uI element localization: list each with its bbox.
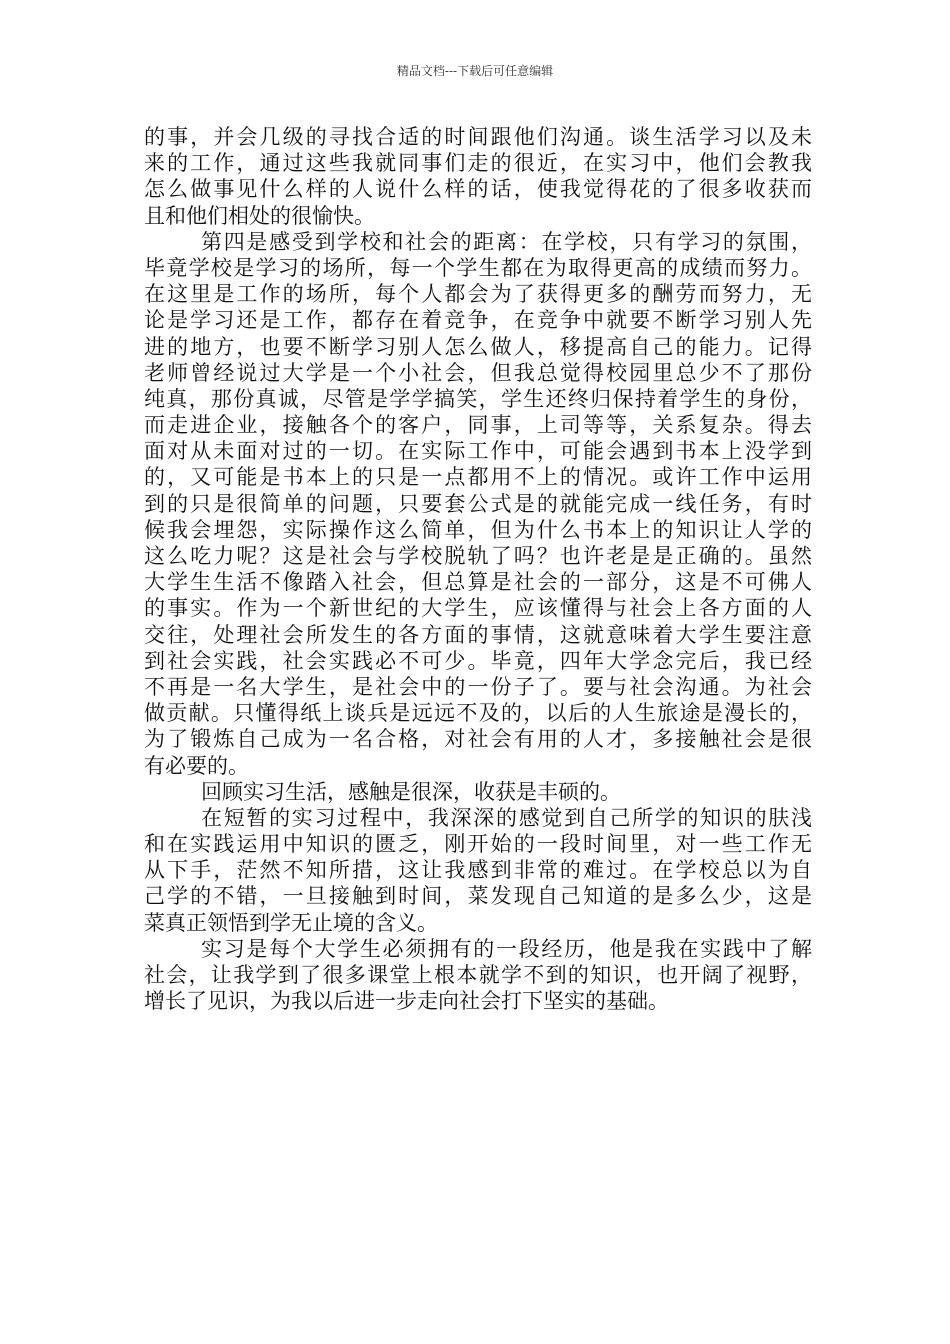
text-line: 的，又可能是书本上的只是一点都用不上的情况。或许工作中运用 (144, 465, 812, 490)
text-line: 和在实践运用中知识的匮乏，刚开始的一段时间里，对一些工作无 (144, 832, 812, 857)
text-line: 而走进企业，接触各个的客户，同事，上司等等，关系复杂。得去 (144, 413, 812, 438)
text-line: 从下手，茫然不知所措，这让我感到非常的难过。在学校总以为自 (144, 858, 812, 883)
text-line: 的事实。作为一个新世纪的大学生，应该懂得与社会上各方面的人 (144, 596, 812, 621)
text-line: 到社会实践，社会实践必不可少。毕竟，四年大学念完后，我已经 (144, 648, 812, 673)
text-line: 在这里是工作的场所，每个人都会为了获得更多的酬劳而努力，无 (144, 282, 812, 307)
text-line: 增长了见识，为我以后进一步走向社会打下坚实的基础。 (144, 989, 669, 1014)
paragraph (144, 124, 812, 229)
text-line: 来的工作，通过这些我就同事们走的很近，在实习中，他们会教我 (144, 151, 812, 176)
text-line: 第四是感受到学校和社会的距离：在学校，只有学习的氛围， (201, 229, 812, 254)
text-line: 面对从未面对过的一切。在实际工作中，可能会遇到书本上没学到 (144, 439, 812, 464)
text-line: 且和他们相处的很愉快。 (144, 203, 375, 228)
text-line: 有必要的。 (144, 753, 249, 778)
text-line: 老师曾经说过大学是一个小社会，但我总觉得校园里总少不了那份 (144, 360, 812, 385)
text-line: 为了锻炼自己成为一名合格，对社会有用的人才，多接触社会是很 (144, 727, 812, 752)
text-line: 回顾实习生活，感触是很深，收获是丰硕的。 (201, 779, 621, 804)
text-line: 的事，并会几级的寻找合适的时间跟他们沟通。谈生活学习以及未 (144, 125, 812, 149)
text-line: 到的只是很简单的问题，只要套公式是的就能完成一线任务，有时 (144, 491, 812, 516)
text-line: 大学生生活不像踏入社会，但总算是社会的一部分，这是不可佛人 (144, 570, 812, 595)
text-line: 候我会埋怨，实际操作这么简单，但为什么书本上的知识让人学的 (144, 517, 812, 542)
text-line: 在短暂的实习过程中，我深深的感觉到自己所学的知识的肤浅 (201, 805, 812, 830)
text-line: 不再是一名大学生，是社会中的一份子了。要与社会沟通。为社会 (144, 674, 812, 699)
text-line: 这么吃力呢？这是社会与学校脱轨了吗？也许老是是正确的。虽然 (144, 544, 812, 568)
paragraph (144, 229, 812, 779)
text-line: 做贡献。只懂得纸上谈兵是远远不及的，以后的人生旅途是漫长的， (144, 701, 812, 726)
text-line: 社会，让我学到了很多课堂上根本就学不到的知识，也开阔了视野， (144, 963, 812, 987)
text-line: 己学的不错，一旦接触到时间，菜发现自己知道的是多么少，这是 (144, 884, 812, 909)
paragraph (144, 805, 812, 936)
text-line: 进的地方，也要不断学习别人怎么做人，移提高自己的能力。记得 (144, 334, 812, 359)
paragraph (144, 936, 812, 1015)
document-body (144, 124, 812, 1014)
text-line: 交往，处理社会所发生的各方面的事情，这就意味着大学生要注意 (144, 622, 812, 647)
text-line: 怎么做事见什么样的人说什么样的话，使我觉得花的了很多收获而 (144, 177, 812, 202)
page-header: 精品文档---下载后可任意编辑 (396, 64, 554, 78)
text-line: 纯真，那份真诚，尽管是学学搞笑，学生还终归保持着学生的身份， (144, 386, 812, 411)
paragraph (144, 779, 812, 805)
text-line: 实习是每个大学生必须拥有的一段经历，他是我在实践中了解 (201, 936, 812, 961)
text-line: 论是学习还是工作，都存在着竞争，在竞争中就要不断学习别人先 (144, 308, 812, 333)
text-line: 毕竟学校是学习的场所，每一个学生都在为取得更高的成绩而努力。 (144, 255, 812, 280)
text-line: 菜真正领悟到学无止境的含义。 (144, 910, 438, 935)
